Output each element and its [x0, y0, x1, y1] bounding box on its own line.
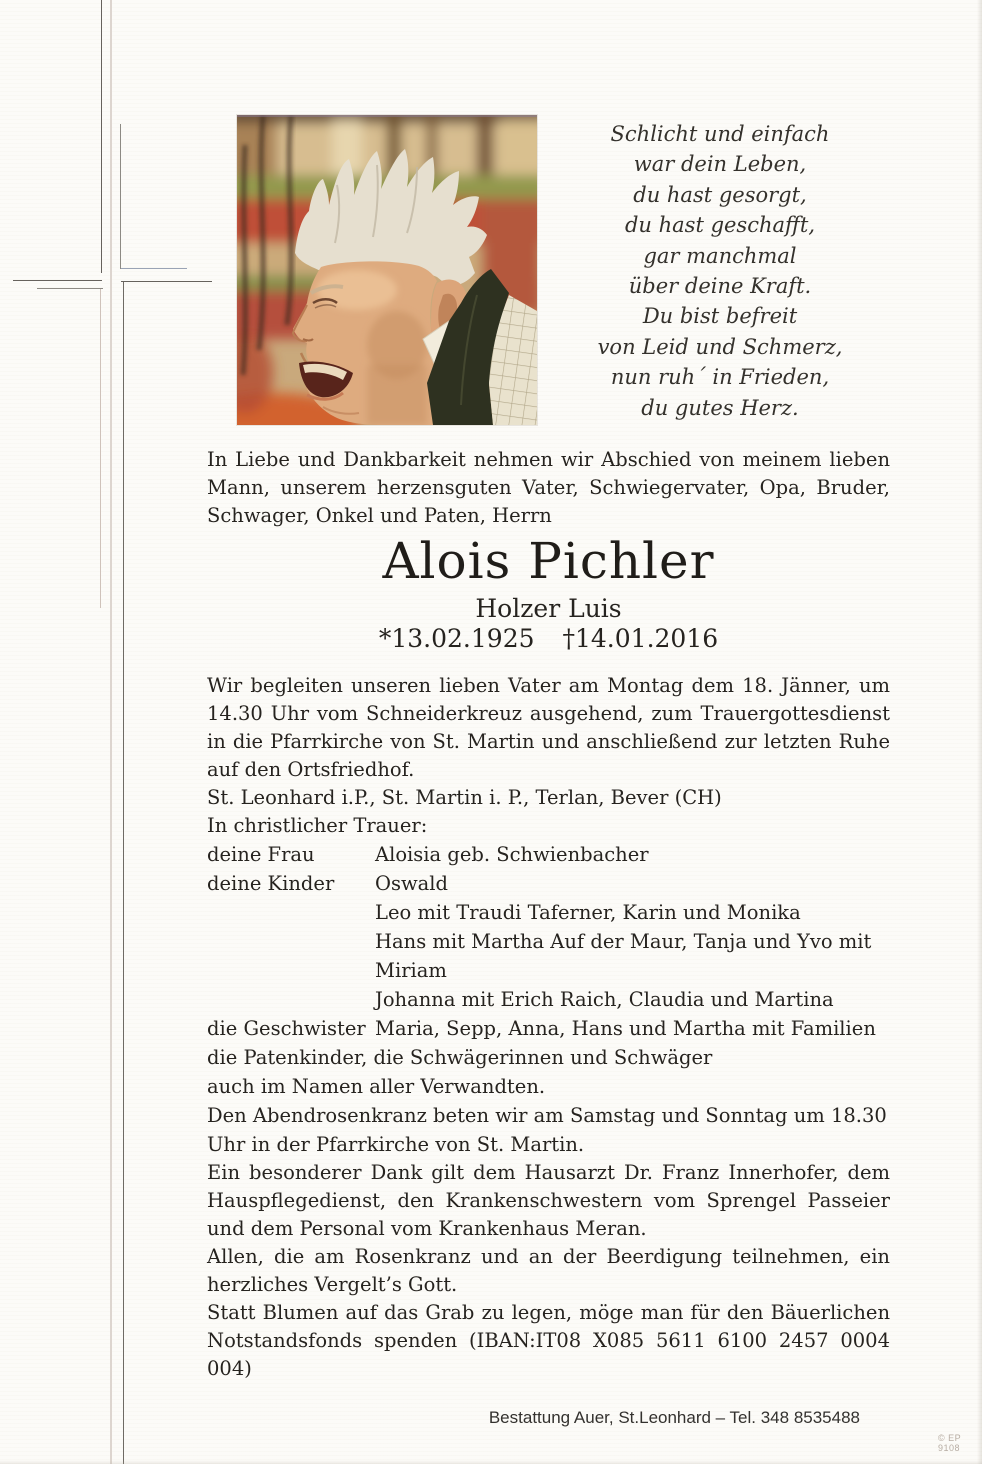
- poem-line: du hast gesorgt,: [633, 182, 807, 207]
- family-list: [207, 840, 890, 1043]
- poem-line: über deine Kraft.: [628, 274, 812, 299]
- rosary-notice: Den Abendrosenkranz beten wir am Samstag und Sonntag um 18.30 Uhr in der Pfarrkirche von St. Martin.: [207, 1104, 887, 1156]
- scan-edge-right: [977, 0, 982, 1464]
- deceased-name: Alois Pichler: [382, 532, 715, 590]
- funeral-home-line: Bestattung Auer, St.Leonhard – Tel. 348 8535488: [488, 1408, 860, 1427]
- poem-line: du hast geschafft,: [624, 213, 816, 238]
- poem-line: Schlicht und einfach: [610, 122, 830, 146]
- intro-paragraph: In Liebe und Dankbarkeit nehmen wir Abschied von meinem lieben Mann, unserem herzensguten Vater, Schwiegervater, Opa, Bruder, Schwager, Onkel und Paten, Herrn: [207, 448, 890, 527]
- family-names: Aloisia geb. Schwienbacher: [375, 843, 649, 866]
- family-names: Leo mit Traudi Taferner, Karin und Monika: [375, 901, 801, 924]
- deceased-nickname: Holzer Luis: [475, 594, 622, 623]
- life-dates: [207, 624, 890, 654]
- mourning-heading: In christlicher Trauer:: [207, 814, 428, 837]
- poem-line: von Leid und Schmerz,: [597, 334, 843, 359]
- memorial-poem: [540, 119, 900, 423]
- poem-line: Du bist befreit: [642, 304, 798, 329]
- family-row: [207, 985, 890, 1014]
- family-names: Maria, Sepp, Anna, Hans und Martha mit Familien: [375, 1017, 876, 1040]
- family-relation-label: deine Kinder: [207, 872, 335, 895]
- thanks-paragraph: Ein besonderer Dank gilt dem Hausarzt Dr. Franz Innerhofer, dem Hauspflegedienst, den Krankenschwestern vom Sprengel Passeier und dem Personal vom Krankenhaus Meran.: [207, 1161, 890, 1240]
- poem-line: war dein Leben,: [633, 152, 807, 177]
- family-relation-label: deine Frau: [207, 843, 315, 866]
- poem-line: nun ruh´ in Frieden,: [610, 365, 830, 390]
- family-row: [207, 840, 890, 869]
- family-row: [207, 898, 890, 927]
- family-names: Johanna mit Erich Raich, Claudia und Martina: [375, 988, 834, 1011]
- scan-edge-bottom: [0, 1460, 982, 1464]
- family-row: [207, 869, 890, 898]
- donation-paragraph: Statt Blumen auf das Grab zu legen, möge man für den Bäuerlichen Notstandsfonds spenden (IBAN:IT08 X085 5611 6100 2457 0004 004): [207, 1301, 890, 1380]
- obituary-body: [207, 446, 890, 1383]
- additional-mourners-line: auch im Namen aller Verwandten.: [207, 1075, 546, 1098]
- funeral-announcement: Wir begleiten unseren lieben Vater am Montag dem 18. Jänner, um 14.30 Uhr vom Schneiderkreuz ausgehend, zum Trauergottesdienst in die Pfarrkirche von St. Martin und anschließend zur letzten Ruhe auf den Ortsfriedhof.: [207, 674, 890, 781]
- print-watermark: © EP 9108: [938, 1433, 961, 1453]
- places-line: St. Leonhard i.P., St. Martin i. P., Terlan, Bever (CH): [207, 786, 722, 809]
- additional-mourners: [207, 1043, 890, 1101]
- additional-mourners-line: die Patenkinder, die Schwägerinnen und Schwäger: [207, 1046, 713, 1069]
- death-date: †14.01.2016: [562, 624, 719, 653]
- family-names: Oswald: [375, 872, 449, 895]
- family-row: [207, 927, 890, 985]
- gratitude-paragraph: Allen, die am Rosenkranz und an der Beerdigung teilnehmen, ein herzliches Vergelt’s Gott.: [207, 1245, 890, 1296]
- birth-date: *13.02.1925: [378, 624, 535, 653]
- portrait-photo: [237, 115, 537, 425]
- poem-line: gar manchmal: [643, 243, 797, 268]
- family-relation-label: die Geschwister: [207, 1017, 366, 1040]
- poem-line: du gutes Herz.: [641, 395, 799, 420]
- family-row: [207, 1014, 890, 1043]
- family-names: Hans mit Martha Auf der Maur, Tanja und Yvo mit Miriam: [375, 930, 872, 982]
- portrait-photo-illustration: [237, 115, 537, 425]
